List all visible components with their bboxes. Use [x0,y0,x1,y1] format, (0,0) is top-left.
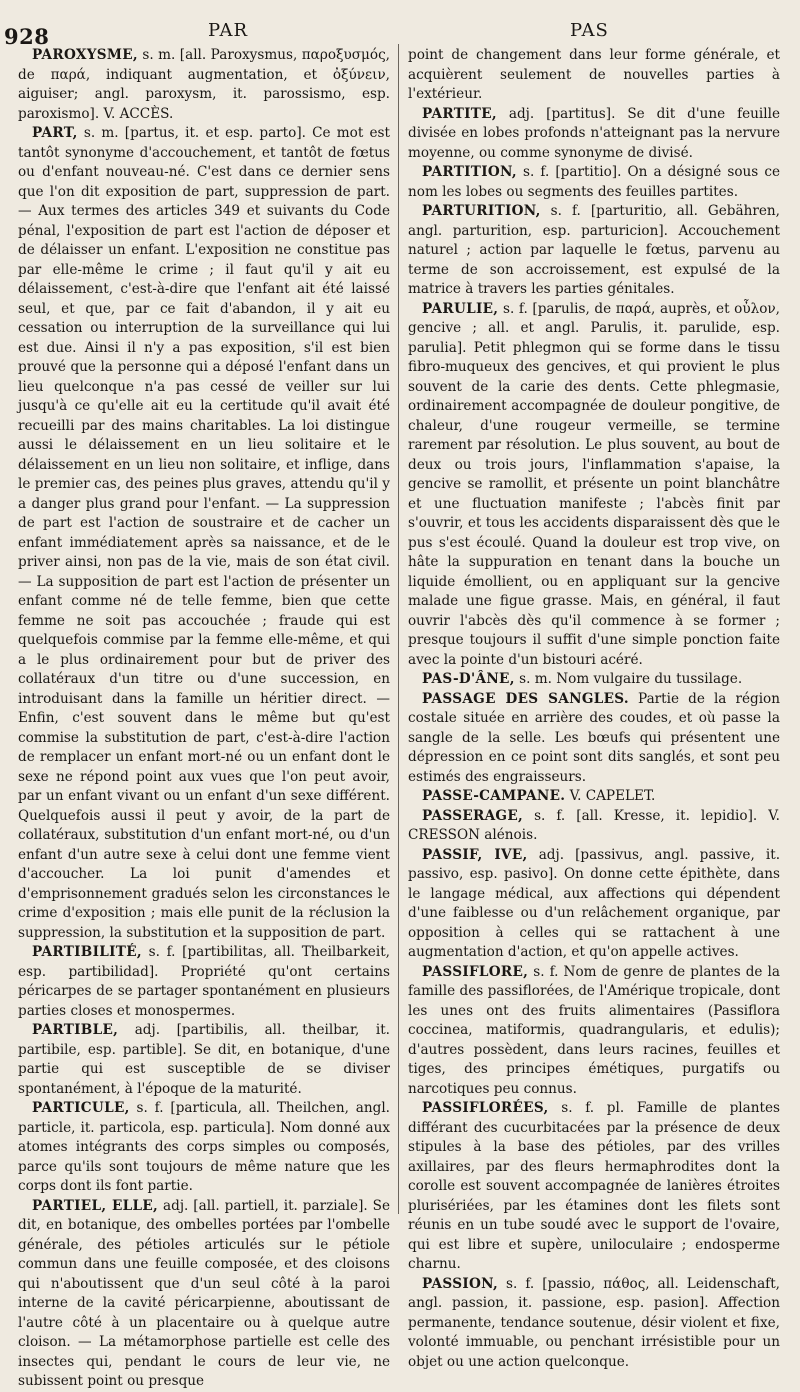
entry-text: adj. [partitus]. Se dit d'une feuille divisée en lobes profonds n'atteignant pas la nervure moyenne, ou comme synonyme de divisé. [408,105,780,161]
entry-text: s. m. Nom vulgaire du tussilage. [519,671,743,687]
dictionary-entry [408,807,780,846]
entry-text: s. f. [partibilitas, all. Theilbarkeit, esp. partibilidad]. Propriété qu'ont certains péricarpes de se partager spontanément en plusieurs parties closes et monospermes. [18,944,390,1019]
dictionary-entry [408,300,780,671]
dictionary-entry [408,787,780,807]
entry-headword: PARTITE, [422,105,497,122]
entry-headword: PASSIF, IVE, [422,846,528,863]
entry-text: s. f. [particula, all. Theilchen, angl. particle, it. particola, esp. particula]. Nom donné aux atomes intégrants des corps simples ou composés, parce qu'ils sont toujours de même nature que les corps dont ils font partie. [18,1100,390,1194]
entry-text: s. f. Nom de genre de plantes de la famille des passiflorées, de l'Amérique tropicale, dont les unes ont des fruits alimentaires (Passiflora coccinea, matiformis, quadrangularis, et edulis); d'autres possèdent, dans leurs racines, feuilles et tiges, des principes émétiques, purgatifs ou narcotiques peu connus. [408,963,780,1097]
entry-text: adj. [passivus, angl. passive, it. passivo, esp. pasivo]. On donne cette épithète, dans le langage médical, aux affections qui dépendent d'une faiblesse ou d'un relâchement organique, par opposition à celles qui se rattachent à une augmentation d'action, et qu'on appelle actives. [408,846,781,960]
entry-text: s. m. [all. Paroxysmus, παροξυσμός, de παρά, indiquant augmentation, et ὀξύνειν, aiguiser; angl. paroxysm, it. parossismo, esp. paroxismo]. V. ACCÈS. [18,47,390,122]
entry-headword: PARTICULE, [32,1100,130,1116]
entry-text: s. f. pl. Famille de plantes différant des cucurbitacées par la présence de deux stipules à la base des pétioles, par des vrilles axillaires, par des fleurs hermaphrodites dont la corolle est souvent accompagnée de lanières étroites plurisériées, par les étamines dont les filets sont réunis en un tube soudé avec le support de l'ovaire, qui est libre et supère, uniloculaire ; endosperme charnu. [408,1100,780,1272]
entry-text: s. f. [all. Kresse, it. lepidio]. V. CRESSON alénois. [408,807,780,843]
entry-headword: PARTIBILITÉ, [32,944,142,960]
entry-headword: PARTIBLE, [32,1022,119,1038]
dictionary-entry [408,163,780,202]
dictionary-entry [408,1099,780,1275]
entry-text: s. m. [partus, it. et esp. parto]. Ce mot est tantôt synonyme d'accouchement, et tantôt de fœtus ou d'enfant nouveau-né. C'est dans ce dernier sens que l'on dit exposition de part, suppression de part. — Aux termes des articles 349 et suivants du Code pénal, l'exposition de part est l'action de déposer et de délaisser un enfant. L'exposition ne constitue pas par elle-même le crime ; il faut qu'il y ait eu délaissement, c'est-à-dire que l'enfant ait été laissé seul, et que, par ce fait d'abandon, il y ait eu cessation ou interruption de la surveillance qui lui est due. Ainsi il n'y a pas exposition, s'il est bien prouvé que la personne qui a déposé l'enfant dans un lieu quelconque n'a pas cessé de veiller sur lui jusqu'à ce qu'elle ait eu la certitude qu'il avait été recueilli par des mains charitables. La loi distingue aussi le délaissement en un lieu solitaire et le délaissement en un lieu non solitaire, et inflige, dans le premier cas, des peines plus graves, attendu qu'il y a danger plus grand pour l'enfant. — La suppression de part est l'action de soustraire et de cacher un enfant immédiatement après sa naissance, et de le priver ainsi, non pas de la vie, mais de son état civil. — La supposition de part est l'action de présenter un enfant comme né de telle femme, bien que cette femme ne soit pas accouchée ; fraude qui est quelquefois commise par la femme elle-même, et qui a le plus ordinairement pour but de priver des collatéraux d'un titre ou d'une succession, en introduisant dans la famille un héritier direct. — Enfin, c'est souvent dans le même but qu'est commise la substitution de part, c'est-à-dire l'action de remplacer un enfant mort-né ou un enfant dont le sexe ne répond point aux vues que l'on peut avoir, par un enfant vivant ou un enfant d'un sexe différent. Quelquefois aussi il peut y avoir, de la part de collatéraux, substitution d'un enfant mort-né, ou d'un enfant d'un autre sexe à celui dont une femme vient d'accoucher. La loi punit d'amendes et d'emprisonnement gradués selon les circonstances le crime d'exposition ; mais elle punit de la réclusion la suppression, la substitution et la supposition de part. [18,125,390,941]
running-head-left: PAR [208,20,249,41]
entry-text: Partie de la région costale située en arrière des coudes, et où passe la sangle de la selle. Les bœufs qui présentent une dépression en ce point sont dits sanglés, et sont peu estimés des engraisseurs. [408,690,780,785]
dictionary-entry [408,105,780,164]
entry-text: point de changement dans leur forme générale, et acquièrent seulement de nouvelles parties à l'extérieur. [408,47,780,102]
dictionary-entry [408,202,780,300]
entry-headword: PASSERAGE, [422,807,524,824]
entry-headword: PASSIFLORÉES, [422,1100,549,1116]
dictionary-entry [18,1021,390,1099]
entry-text: V. CAPELET. [569,788,656,804]
entry-headword: PART, [32,125,78,141]
dictionary-entry [18,1197,390,1392]
entry-headword: PAROXYSME, [32,47,138,63]
entry-text: adj. [partibilis, all. theilbar, it. partibile, esp. partible]. Se dit, en botanique, d'une partie qui est susceptible de se diviser spontanément, à l'époque de la maturité. [18,1022,390,1097]
entry-headword: PARTITION, [422,164,517,180]
entry-text: s. f. [passio, πάθος, all. Leidenschaft, angl. passion, it. passione, esp. pasion]. Affection permanente, tendance soutenue, désir violent et fixe, volonté immuable, ou penchant irrésistible pour un objet ou une action quelconque. [408,1275,780,1370]
column-divider [398,44,399,1214]
dictionary-entry [408,846,780,963]
entry-headword: PARULIE, [422,300,499,317]
dictionary-entry-continuation [408,46,780,105]
dictionary-entry [18,1099,390,1197]
dictionary-entry [18,943,390,1021]
entry-text: s. f. [partitio]. On a désigné sous ce nom les lobes ou segments des feuilles partites. [408,164,780,200]
entry-headword: PASSION, [422,1275,499,1292]
entry-headword: PASSAGE DES SANGLES. [422,690,629,707]
left-column [18,46,390,1392]
dictionary-entry [408,670,780,690]
entry-headword: PASSIFLORE, [422,963,529,980]
dictionary-entry [408,690,780,788]
entry-text: adj. [all. partiell, it. parziale]. Se dit, en botanique, des ombelles portées par l'ombelle générale, des pétioles articulés sur le pétiole commun dans une feuille composée, et des cloisons qui n'aboutissent que d'un seul côté à la paroi interne de la cavité péricarpienne, aboutissant de l'autre côté à un placentaire ou à quelque autre cloison. — La métamorphose partielle est celle des insectes qui, pendant le cours de leur vie, ne subissent point ou presque [18,1197,391,1389]
dictionary-entry [18,124,390,943]
entry-text: s. f. [parturitio, all. Gebähren, angl. parturition, esp. parturicion]. Accouchement naturel ; action par laquelle le fœtus, parvenu au terme de son accroissement, est expulsé de la matrice à travers les parties génitales. [408,203,780,297]
entry-headword: PARTURITION, [422,203,541,219]
running-head-right: PAS [570,20,609,41]
dictionary-entry [408,963,780,1100]
dictionary-entry [408,1275,780,1373]
page-number: 928 [4,24,50,49]
entry-headword: PAS-D'ÂNE, [422,671,515,687]
right-column [408,46,780,1372]
entry-headword: PARTIEL, ELLE, [32,1197,159,1214]
entry-headword: PASSE-CAMPANE. [422,788,566,804]
dictionary-entry [18,46,390,124]
entry-text: s. f. [parulis, de παρά, auprès, et οὖλον, gencive ; all. et angl. Parulis, it. parulide, esp. parulia]. Petit phlegmon qui se forme dans le tissu fibro-muqueux des gencives, et qui provient le plus souvent de la carie des dents. Cette phlegmasie, ordinairement accompagnée de douleur pongitive, de chaleur, d'une rougeur vermeille, se termine rarement par résolution. Le plus souvent, au bout de deux ou trois jours, l'inflammation s'apaise, la gencive se ramollit, et présente un point blanchâtre et une fluctuation manifeste ; l'abcès finit par s'ouvrir, et tous les accidents disparaissent dès que le pus s'est écoulé. Quand la douleur est trop vive, on hâte la suppuration en tenant dans la bouche un liquide émollient, ou en appliquant sur la gencive malade une figue grasse. Mais, en général, il faut ouvrir l'abcès dès qu'il commence à se former ; presque toujours il suffit d'une simple ponction faite avec la pointe d'un bistouri acéré. [408,300,780,668]
